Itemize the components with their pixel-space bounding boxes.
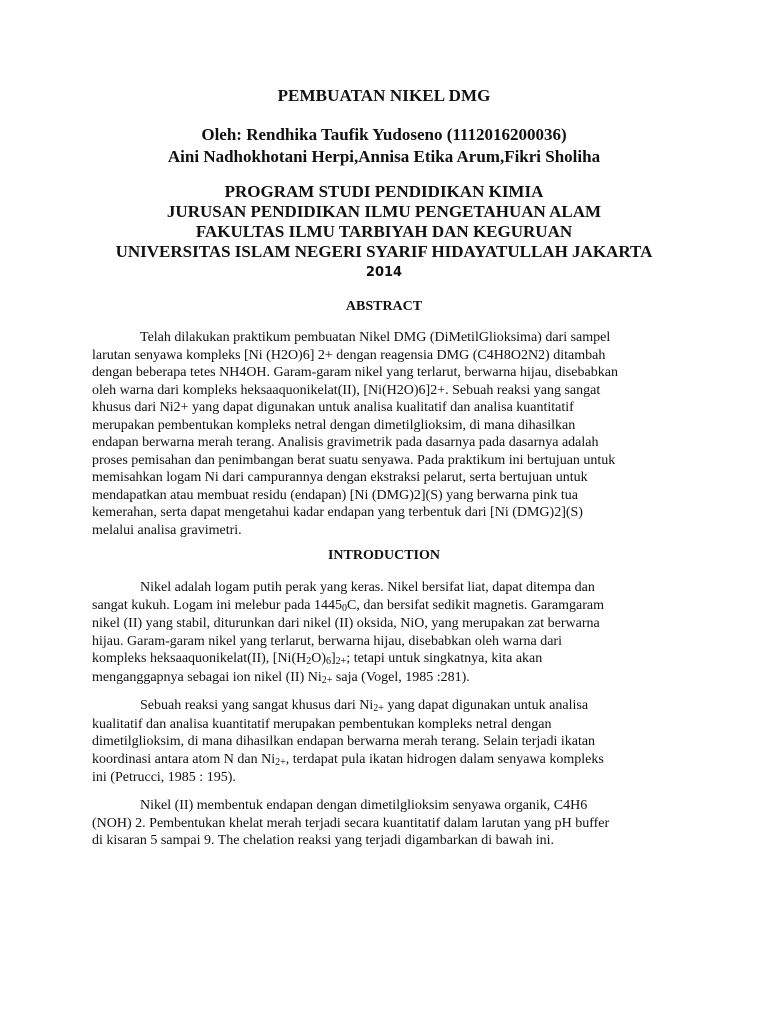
- abstract-line: memisahkan logam Ni dari campurannya dengan ekstraksi pelarut, serta bertujuan untuk: [92, 470, 588, 485]
- affiliation-faculty: FAKULTAS ILMU TARBIYAH DAN KEGURUAN: [195, 222, 573, 241]
- paragraph-line: nikel (II) yang stabil, diturunkan dari nikel (II) oksida, NiO, yang merupakan zat berwarna: [92, 616, 600, 631]
- paragraph-line: di kisaran 5 sampai 9. The chelation reaksi yang terjadi digambarkan di bawah ini.: [92, 833, 554, 848]
- abstract-line: kemerahan, serta dapat mengetahui kadar endapan yang terbentuk dari [Ni (DMG)2](S): [92, 505, 583, 520]
- paragraph-line: dimetilglioksim, di mana dihasilkan endapan berwarna merah terang. Selain terjadi ikatan: [92, 734, 596, 749]
- abstract-line: khusus dari Ni2+ yang dapat digunakan untuk analisa kualitatif dan analisa kuantitatif: [92, 400, 574, 415]
- abstract-line: dengan beberapa tetes NH4OH. Garam-garam nikel yang terlarut, berwarna hijau, disebabkan: [92, 365, 618, 380]
- subscript: 0: [342, 602, 347, 614]
- subscript: 2+: [373, 703, 384, 714]
- introduction-paragraph-1: [92, 579, 692, 687]
- text-run: ; tetapi untuk singkatnya, kita akan: [346, 651, 543, 666]
- subscript: 6: [326, 656, 331, 667]
- subscript: 2: [306, 656, 312, 667]
- abstract-line: larutan senyawa kompleks [Ni (H2O)6] 2+ dengan reagensia DMG (C4H8O2N2) ditambah: [92, 347, 606, 363]
- abstract-paragraph: [92, 329, 692, 539]
- author-line-coauthors: Aini Nadhokhotani Herpi,Annisa Etika Arum,Fikri Sholiha: [167, 147, 601, 166]
- paragraph-line: (NOH) 2. Pembentukan khelat merah terjadi secara kuantitatif dalam larutan yang pH buffer: [92, 815, 610, 831]
- affiliation-university: UNIVERSITAS ISLAM NEGERI SYARIF HIDAYATULLAH JAKARTA: [115, 242, 653, 261]
- publication-year: 2014: [365, 265, 403, 280]
- paragraph-line: ini (Petrucci, 1985 : 195).: [92, 770, 236, 785]
- paragraph-line: Nikel adalah logam putih perak yang keras. Nikel bersifat liat, dapat ditempa dan: [140, 580, 595, 595]
- abstract-heading: ABSTRACT: [345, 299, 423, 314]
- text-run: ]: [331, 651, 336, 666]
- paragraph-line: hijau. Garam-garam nikel yang terlarut, berwarna hijau, disebabkan oleh warna dari: [92, 633, 562, 649]
- affiliation-block: [60, 182, 708, 262]
- paragraph-line: kualitatif dan analisa kuantitatif merupakan pembentukan kompleks netral dengan: [92, 716, 552, 732]
- text-run: , terdapat pula ikatan hidrogen dalam senyawa kompleks: [285, 751, 604, 767]
- introduction-paragraph-2: [92, 697, 692, 787]
- introduction-heading: INTRODUCTION: [327, 548, 440, 563]
- paragraph-line: [92, 597, 692, 616]
- abstract-line: Telah dilakukan praktikum pembuatan Nikel DMG (DiMetilGlioksima) dari sampel: [140, 330, 611, 345]
- paper-title: PEMBUATAN NIKEL DMG: [277, 86, 491, 105]
- text-run: menganggapnya sebagai ion nikel (II) Ni: [92, 669, 322, 685]
- abstract-line: proses pemisahan dan penimbangan berat suatu senyawa. Pada praktikum ini bertujuan untuk: [92, 452, 616, 468]
- subscript: 2+: [275, 756, 286, 768]
- abstract-line: oleh warna dari kompleks heksaaquonikelat(II), [Ni(H2O)6]2+. Sebuah reaksi yang sangat: [92, 382, 601, 398]
- paragraph-line: Nikel (II) membentuk endapan dengan dimetilglioksim senyawa organik, C4H6: [140, 798, 588, 813]
- affiliation-program: PROGRAM STUDI PENDIDIKAN KIMIA: [224, 182, 544, 201]
- affiliation-department: JURUSAN PENDIDIKAN ILMU PENGETAHUAN ALAM: [166, 202, 602, 221]
- text-run: koordinasi antara atom N dan Ni: [92, 751, 276, 767]
- text-run: sangat kukuh. Logam ini melebur pada 1445: [92, 597, 342, 613]
- introduction-paragraph-3: [92, 797, 692, 850]
- abstract-line: mendapatkan atau membuat residu (endapan) [Ni (DMG)2](S) yang berwarna pink tua: [92, 487, 578, 503]
- paragraph-line: [92, 751, 692, 770]
- text-run: O): [311, 651, 326, 666]
- subscript: 2+: [335, 656, 347, 667]
- paragraph-line: [92, 669, 692, 688]
- paragraph-line: [92, 697, 692, 716]
- subscript: 2+: [321, 674, 333, 686]
- text-run: C, dan bersifat sedikit magnetis. Garamgaram: [347, 597, 604, 613]
- text-run: yang dapat digunakan untuk analisa: [383, 698, 589, 713]
- text-run: saja (Vogel, 1985 :281).: [332, 669, 470, 685]
- author-line-primary: Oleh: Rendhika Taufik Yudoseno (1112016200036): [201, 125, 567, 144]
- abstract-line: endapan berwarna merah terang. Analisis gravimetrik pada dasarnya pada dasarnya adalah: [92, 435, 599, 450]
- text-run: kompleks heksaaquonikelat(II), [Ni(H: [92, 651, 307, 666]
- paragraph-line: [92, 650, 692, 669]
- author-block: [60, 124, 708, 168]
- text-run: Sebuah reaksi yang sangat khusus dari Ni: [140, 698, 374, 713]
- abstract-line: melalui analisa gravimetri.: [92, 522, 242, 538]
- abstract-line: merupakan pembentukan kompleks netral dengan dimetilglioksim, di mana dihasilkan: [92, 417, 576, 433]
